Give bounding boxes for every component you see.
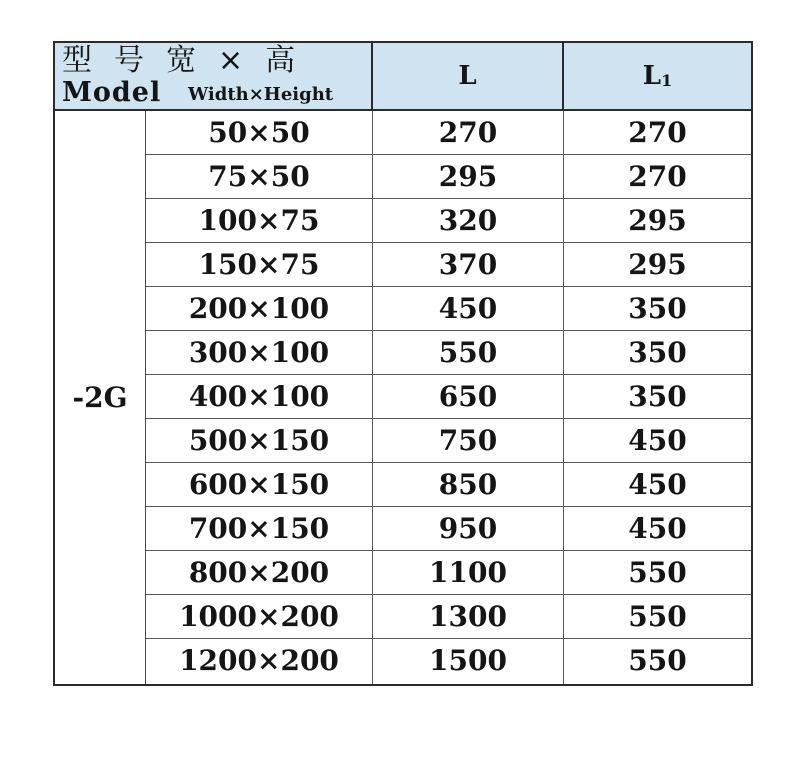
- table-header: [55, 43, 751, 111]
- l1-value-cell: 350: [628, 336, 687, 369]
- size-cell: 600×150: [146, 463, 373, 506]
- l1-value-cell: 450: [628, 468, 687, 501]
- size-cell: 300×100: [146, 331, 373, 374]
- table-row: [146, 595, 751, 639]
- l-value-cell: 1100: [373, 551, 564, 594]
- table-row: [146, 199, 751, 243]
- l-value-cell: 1300: [373, 595, 564, 638]
- l-value-cell: 320: [373, 199, 564, 242]
- l-value-cell: 1500: [373, 639, 564, 684]
- model-group-cell: -2G: [55, 111, 146, 684]
- l1-value-cell: 295: [628, 204, 687, 237]
- table-body: [146, 111, 751, 684]
- l-value-cell: 270: [373, 111, 564, 154]
- size-cell: 200×100: [146, 287, 373, 330]
- table-row: [146, 507, 751, 551]
- l1-value-cell: 550: [628, 600, 687, 633]
- l1-value-cell: 550: [628, 556, 687, 589]
- table-row: [146, 419, 751, 463]
- l1-column-header: [564, 43, 751, 109]
- l-column-header: L: [373, 43, 564, 109]
- size-cell: 50×50: [146, 111, 373, 154]
- size-cell: 75×50: [146, 155, 373, 198]
- l1-column-header-main: L: [642, 61, 662, 91]
- table-row: [146, 331, 751, 375]
- size-cell: 1000×200: [146, 595, 373, 638]
- l-value-cell: 650: [373, 375, 564, 418]
- l-value-cell: 550: [373, 331, 564, 374]
- table-row: [146, 463, 751, 507]
- table-row: [146, 375, 751, 419]
- table-row: [146, 287, 751, 331]
- size-cell: 800×200: [146, 551, 373, 594]
- l1-value-cell: 350: [628, 380, 687, 413]
- size-cell: 500×150: [146, 419, 373, 462]
- model-english-label: Model: [62, 77, 162, 108]
- l-value-cell: 750: [373, 419, 564, 462]
- l-value-cell: 450: [373, 287, 564, 330]
- l1-column-header-subscript: 1: [661, 71, 673, 90]
- model-chinese-label: 型号宽×高: [62, 43, 318, 78]
- l1-value-cell: 450: [628, 424, 687, 457]
- size-cell: 150×75: [146, 243, 373, 286]
- table-row: [146, 243, 751, 287]
- size-cell: 400×100: [146, 375, 373, 418]
- l-value-cell: 950: [373, 507, 564, 550]
- table-row: [146, 639, 751, 684]
- width-height-label: Width×Height: [188, 84, 334, 105]
- l1-value-cell: 295: [628, 248, 687, 281]
- specification-table: [53, 41, 753, 686]
- l1-value-cell: 270: [628, 160, 687, 193]
- model-header-cell: [55, 43, 373, 109]
- size-cell: 700×150: [146, 507, 373, 550]
- l1-value-cell: 270: [628, 116, 687, 149]
- l1-value-cell: 450: [628, 512, 687, 545]
- l1-value-cell: 350: [628, 292, 687, 325]
- l-value-cell: 850: [373, 463, 564, 506]
- l1-value-cell: 550: [628, 644, 687, 677]
- l-value-cell: 370: [373, 243, 564, 286]
- table-row: [146, 111, 751, 155]
- l-value-cell: 295: [373, 155, 564, 198]
- size-cell: 1200×200: [146, 639, 373, 684]
- table-row: [146, 551, 751, 595]
- table-row: [146, 155, 751, 199]
- size-cell: 100×75: [146, 199, 373, 242]
